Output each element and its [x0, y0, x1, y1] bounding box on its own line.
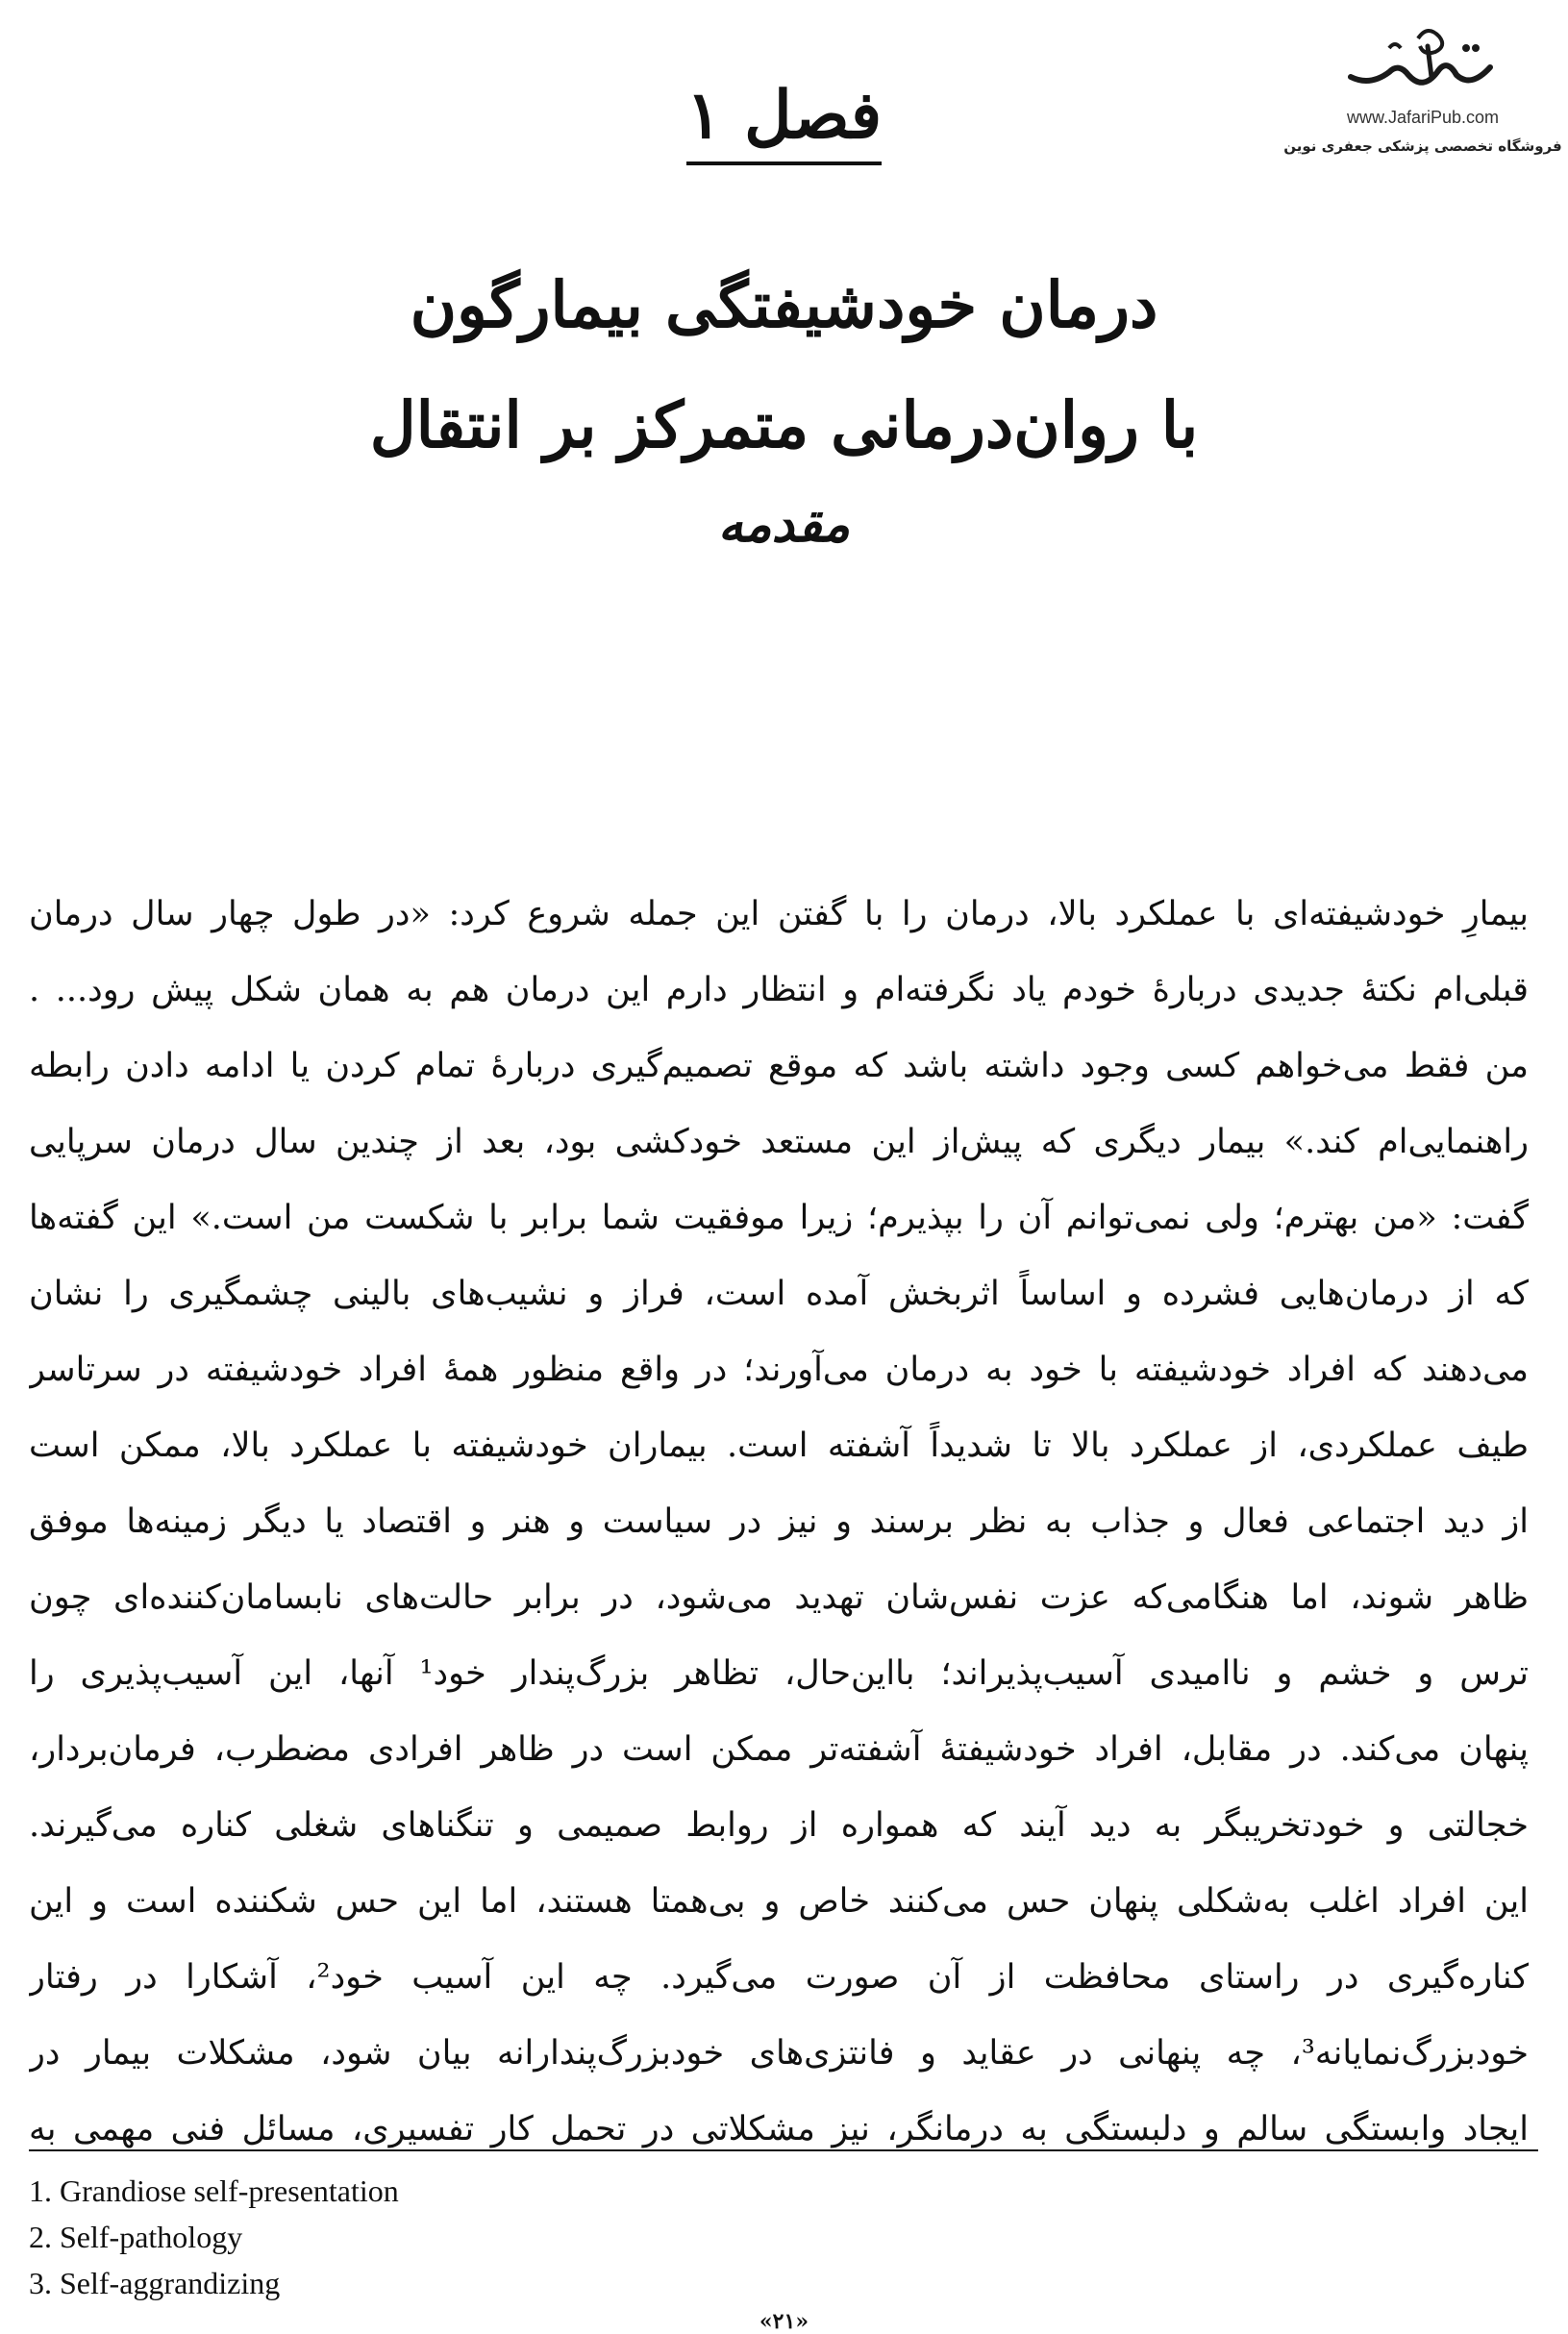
body-line: پنهان می‌کند. در مقابل، افراد خودشیفتهٔ آشفته‌تر ممکن است در ظاهر افرادی مضطرب، فرمان‌بردار، — [29, 1730, 1529, 1769]
body-line: طیف عملکردی، از عملکرد بالا تا شدیداً آشفته است. بیماران خودشیفته با عملکرد بالا، ممکن است — [29, 1427, 1529, 1465]
body-line: این افراد اغلب به‌شکلی پنهان حس می‌کنند خاص و بی‌همتا هستند، اما این حس شکننده است و این — [29, 1882, 1529, 1921]
body-paragraph — [29, 877, 1529, 2168]
body-line: من فقط می‌خواهم کسی وجود داشته باشد که موقع تصمیم‌گیری دربارهٔ تمام کردن یا ادامه دادن رابطه — [29, 1047, 1529, 1085]
body-line: ظاهر شوند، اما هنگامی‌که عزت نفس‌شان تهدید می‌شود، در برابر حالت‌های نابسامان‌کننده‌ای چون — [29, 1578, 1529, 1617]
body-line: گفت: «من بهترم؛ ولی نمی‌توانم آن را بپذیرم؛ زیرا موفقیت شما برابر با شکست من است.» این گفته‌ها — [29, 1199, 1529, 1237]
body-line: قبلی‌ام نکتهٔ جدیدی دربارهٔ خودم یاد نگرفته‌ام و انتظار دارم این درمان هم به همان شکل پیش رود... . — [29, 971, 1529, 1009]
body-line: ترس و خشم و ناامیدی آسیب‌پذیراند؛ بااین‌حال، تظاهر بزرگ‌پندار خود¹ آنها، این آسیب‌پذیری را — [29, 1654, 1529, 1693]
chapter-heading — [0, 77, 1568, 165]
body-line: خودبزرگ‌نمایانه³، چه پنهانی در عقاید و فانتزی‌های خودبزرگ‌پندارانه بیان شود، مشکلات بیمار در — [29, 2034, 1529, 2073]
body-line: بیمارِ خودشیفته‌ای با عملکرد بالا، درمان را با گفتن این جمله شروع کرد: «در طول چهار سال درمان — [29, 895, 1529, 933]
body-line: کناره‌گیری در راستای محافظت از آن صورت می‌گیرد. چه این آسیب خود²، آشکارا در رفتار — [29, 1958, 1529, 1997]
title-line-2: با روان‌درمانی متمرکز بر انتقال — [369, 387, 1199, 462]
body-line: راهنمایی‌ام کند.» بیمار دیگری که پیش‌از این مستعد خودکشی بود، بعد از چندین سال درمان سرپایی — [29, 1123, 1529, 1161]
page-number: «۲۱» — [759, 2309, 809, 2334]
publisher-url: www.JafariPub.com — [1346, 108, 1500, 127]
section-heading: مقدمه — [717, 495, 851, 554]
footnote-2: 2. Self-pathology — [29, 2220, 243, 2254]
body-line: می‌دهند که افراد خودشیفته با خود به درمان می‌آورند؛ در واقع منظور همهٔ افراد خودشیفته در سرتاسر — [29, 1351, 1529, 1389]
chapter-label: فصل ۱ — [686, 77, 882, 165]
footnotes — [29, 2168, 990, 2306]
footnote-divider — [29, 2149, 1538, 2151]
body-line: از دید اجتماعی فعال و جذاب به نظر برسند و نیز در سیاست و هنر و اقتصاد یا دیگر زمینه‌ها موفق — [29, 1502, 1529, 1541]
chapter-title — [0, 245, 1568, 485]
footnote-3: 3. Self-aggrandizing — [29, 2266, 281, 2300]
body-line: خجالتی و خودتخریبگر به دید آیند که همواره از روابط صمیمی و تنگناهای شغلی کناره می‌گیرند. — [29, 1806, 1529, 1845]
title-line-1: درمان خودشیفتگی بیمارگون — [410, 267, 1158, 342]
body-line: که از درمان‌هایی فشرده و اساساً اثربخش آمده است، فراز و نشیب‌های بالینی چشمگیری را نشان — [29, 1275, 1529, 1313]
body-line: ایجاد وابستگی سالم و دلبستگی به درمانگر، نیز مشکلاتی در تحمل کار تفسیری، مسائل فنی مهمی به — [29, 2110, 1529, 2148]
footnote-1: 1. Grandiose self-presentation — [29, 2173, 399, 2208]
publisher-caption: فروشگاه تخصصی پزشکی جعفری نوین — [1283, 137, 1562, 155]
